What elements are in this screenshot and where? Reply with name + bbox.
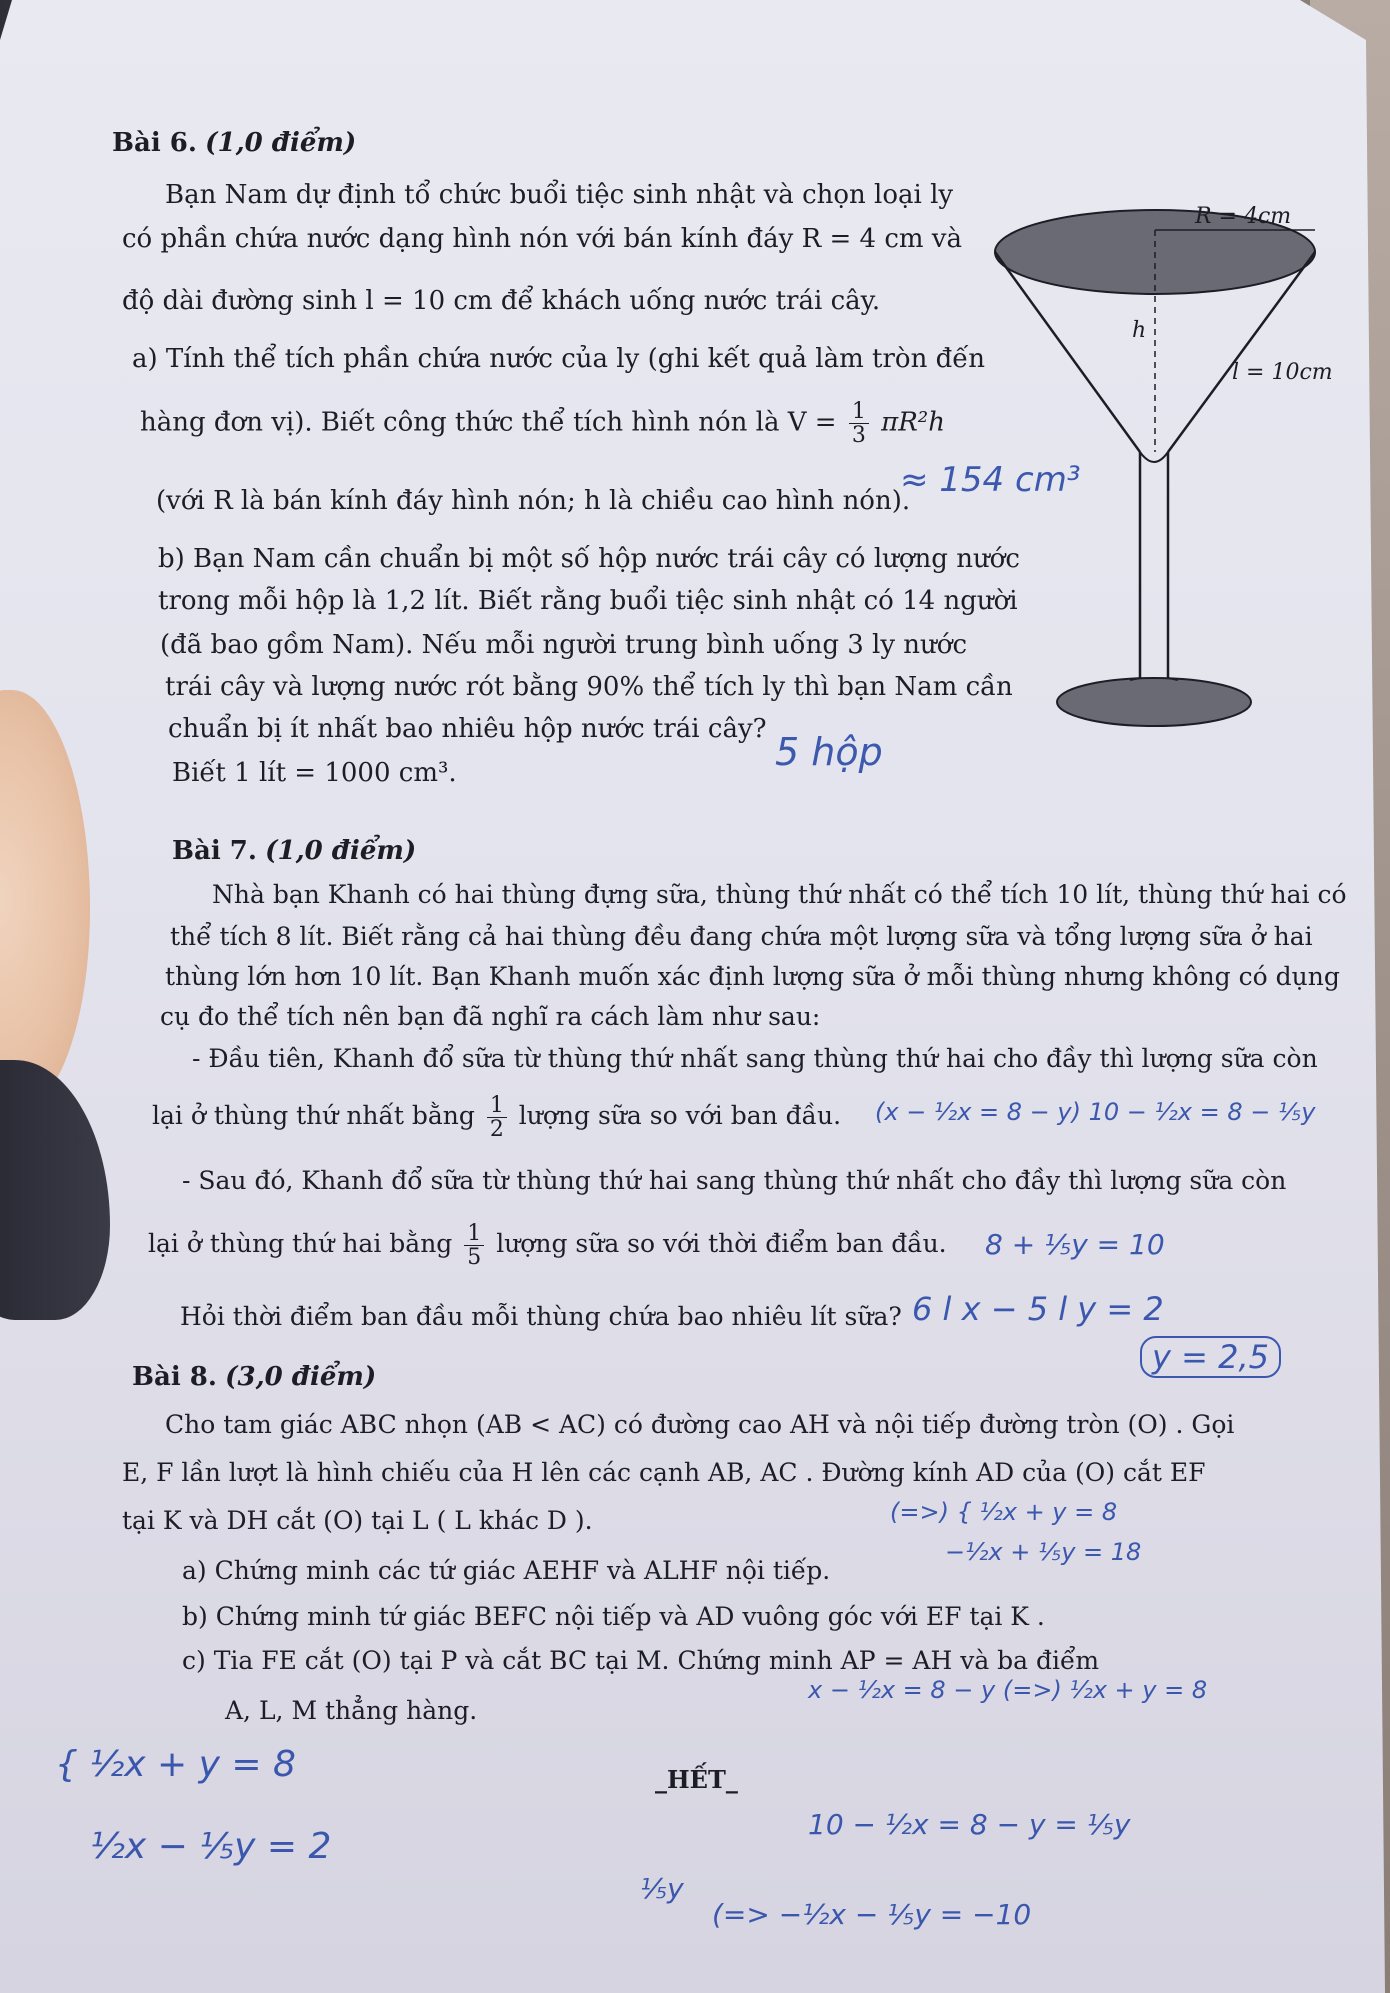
handwritten-equation-4: x − ½x = 8 − y (=>) ½x + y = 8 — [808, 1676, 1208, 1704]
handwritten-system-2: −½x + ⅕y = 18 — [945, 1538, 1142, 1566]
bai8-line-2: E, F lần lượt là hình chiếu của H lên các cạnh AB, AC . Đường kính AD của (O) cắt EF — [122, 1458, 1206, 1487]
handwritten-equation-3: 6 l x − 5 l y = 2 — [912, 1290, 1164, 1328]
bai7-question: Hỏi thời điểm ban đầu mỗi thùng chứa bao nhiêu lít sữa? — [180, 1302, 902, 1331]
bai8-title: Bài 8. — [132, 1362, 217, 1392]
bai6-b-line-6: Biết 1 lít = 1000 cm³. — [172, 758, 457, 788]
bai7-line-2: thể tích 8 lít. Biết rằng cả hai thùng đều đang chứa một lượng sữa và tổng lượng sữa ở hai — [170, 922, 1313, 951]
bai8-part-c-line-2: A, L, M thẳng hàng. — [225, 1696, 478, 1725]
bai7-title: Bài 7. — [172, 836, 257, 866]
stem-cup — [1140, 452, 1168, 462]
bai8-points: (3,0 điểm) — [225, 1362, 377, 1392]
volume-formula-rest: πR²h — [881, 407, 945, 438]
bai8-line-1: Cho tam giác ABC nhọn (AB < AC) có đường cao AH và nội tiếp đường tròn (O) . Gọi — [165, 1410, 1235, 1439]
bai7-step1-line-1: - Đầu tiên, Khanh đổ sữa từ thùng thứ nhất sang thùng thứ hai cho đầy thì lượng sữa còn — [192, 1044, 1318, 1073]
bai6-title: Bài 6. — [112, 128, 197, 158]
fig-radius-label: R = 4cm — [1195, 204, 1292, 229]
bai7-step2-line-1: - Sau đó, Khanh đổ sữa từ thùng thứ hai sang thùng thứ nhất cho đầy thì lượng sữa còn — [182, 1166, 1287, 1195]
fig-slant-label: l = 10cm — [1232, 360, 1333, 385]
handwritten-equation-5: 10 − ½x = 8 − y = ⅕y — [808, 1808, 1131, 1841]
bai6-b-line-5: chuẩn bị ít nhất bao nhiêu hộp nước trái cây? — [168, 714, 767, 744]
bai8-part-b: b) Chứng minh tứ giác BEFC nội tiếp và AD vuông góc với EF tại K . — [182, 1602, 1045, 1631]
bai7-points: (1,0 điểm) — [265, 836, 417, 866]
handwritten-result: y = 2,5 — [1140, 1336, 1281, 1378]
handwritten-equation-6: (=> −½x − ⅕y = −10 — [712, 1898, 1032, 1931]
handwritten-system-1: (=>) { ½x + y = 8 — [890, 1498, 1118, 1526]
bai7-line-1: Nhà bạn Khanh có hai thùng đựng sữa, thùng thứ nhất có thể tích 10 lít, thùng thứ hai có — [212, 880, 1347, 909]
bai7-heading — [172, 836, 416, 867]
fig-height-label: h — [1132, 318, 1147, 343]
bai8-heading — [132, 1362, 376, 1393]
bai6-heading — [112, 128, 356, 159]
bai6-b-line-4: trái cây và lượng nước rót bằng 90% thể tích ly thì bạn Nam cần — [165, 672, 1013, 702]
handwritten-system-3: { ½x + y = 8 — [55, 1744, 296, 1785]
handwritten-equation-1: (x − ½x = 8 − y) 10 − ½x = 8 − ⅕y — [875, 1098, 1316, 1126]
bai6-a-text: hàng đơn vị). Biết công thức thể tích hình nón là V = — [140, 407, 837, 438]
handwritten-equation-2: 8 + ⅕y = 10 — [985, 1228, 1165, 1261]
volume-fraction: $\frac{1}{3}$ — [849, 400, 869, 447]
end-marker: _HẾT_ — [655, 1765, 738, 1794]
bai6-points: (1,0 điểm) — [205, 128, 357, 158]
bai8-part-a: a) Chứng minh các tứ giác AEHF và ALHF nội tiếp. — [182, 1556, 831, 1585]
bai8-line-3: tại K và DH cắt (O) tại L ( L khác D ). — [122, 1506, 593, 1535]
step2-fraction: $\frac{1}{5}$ — [464, 1222, 484, 1269]
bai6-b-line-1: b) Bạn Nam cần chuẩn bị một số hộp nước trái cây có lượng nước — [158, 544, 1020, 574]
handwritten-system-4: ½x − ⅕y = 2 — [90, 1826, 332, 1867]
handwritten-volume-answer: ≈ 154 cm³ — [900, 460, 1081, 500]
glass-stem — [1140, 452, 1168, 680]
bai6-a-line-2 — [140, 400, 945, 447]
step1-fraction: $\frac{1}{2}$ — [487, 1094, 507, 1141]
bai6-a-line-3: (với R là bán kính đáy hình nón; h là chiều cao hình nón). — [156, 486, 911, 516]
handwritten-fragment: ⅕y — [640, 1872, 684, 1905]
bai7-step1-line-2: lại ở thùng thứ nhất bằng $\frac{1}{2}$ lượng sữa so với ban đầu. — [152, 1093, 842, 1143]
handwritten-box-answer: 5 hộp — [775, 730, 883, 774]
bai7-line-3: thùng lớn hơn 10 lít. Bạn Khanh muốn xác định lượng sữa ở mỗi thùng nhưng không có dụng — [165, 962, 1340, 991]
bai7-step2-line-2: lại ở thùng thứ hai bằng $\frac{1}{5}$ lượng sữa so với thời điểm ban đầu. — [148, 1221, 947, 1271]
bai6-b-line-3: (đã bao gồm Nam). Nếu mỗi người trung bình uống 3 ly nước — [160, 630, 968, 660]
bai6-b-line-2: trong mỗi hộp là 1,2 lít. Biết rằng buổi tiệc sinh nhật có 14 người — [158, 586, 1018, 616]
bai6-line-2: có phần chứa nước dạng hình nón với bán kính đáy R = 4 cm và — [122, 224, 962, 254]
bai8-part-c-line-1: c) Tia FE cắt (O) tại P và cắt BC tại M. Chứng minh AP = AH và ba điểm — [182, 1646, 1100, 1675]
glass-base — [1057, 678, 1251, 726]
bai7-line-4: cụ đo thể tích nên bạn đã nghĩ ra cách làm như sau: — [160, 1002, 821, 1031]
bai6-a-line-1: a) Tính thể tích phần chứa nước của ly (ghi kết quả làm tròn đến — [132, 344, 985, 374]
bai6-line-1: Bạn Nam dự định tổ chức buổi tiệc sinh nhật và chọn loại ly — [165, 180, 954, 210]
bai6-line-3: độ dài đường sinh l = 10 cm để khách uống nước trái cây. — [122, 286, 881, 316]
